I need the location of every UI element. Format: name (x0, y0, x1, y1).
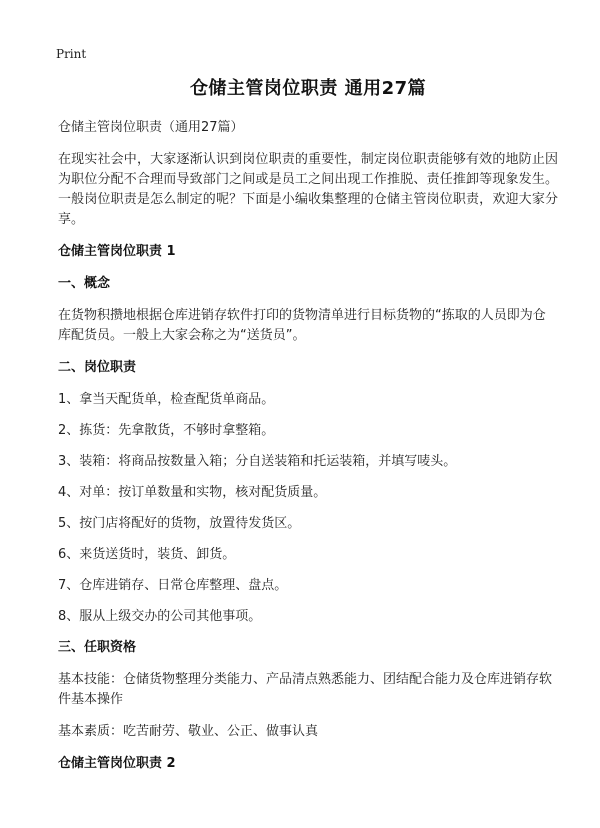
list-item: 1、拿当天配货单，检查配货单商品。 (58, 392, 275, 407)
list-item: 3、装箱：将商品按数量入箱；分自送装箱和托运装箱，并填写唛头。 (58, 454, 457, 469)
print-link[interactable]: Print (56, 47, 87, 61)
document-body (58, 76, 558, 786)
duties-list (58, 390, 558, 627)
intro-paragraph: 在现实社会中，大家逐渐认识到岗位职责的重要性，制定岗位职责能够有效的地防止因为职位分配不合理而导致部门之间或是员工之间出现工作推脱、责任推卸等现象发生。一般岗位职责是怎么制定的呢？下面是小编收集整理的仓储主管岗位职责，欢迎大家分享。 (58, 152, 558, 227)
qualifications-heading: 三、任职资格 (58, 640, 137, 655)
list-item: 2、拣货：先拿散货，不够时拿整箱。 (58, 423, 275, 438)
concept-paragraph: 在货物积攒地根据仓库进销存软件打印的货物清单进行目标货物的“拣取的人员即为仓库配货员。一般上大家会称之为“送货员”。 (58, 308, 546, 343)
qualities-paragraph: 基本素质：吃苦耐劳、敬业、公正、做事认真 (58, 724, 319, 739)
page-title: 仓储主管岗位职责 通用27篇 (189, 78, 427, 99)
document-subtitle: 仓储主管岗位职责（通用27篇） (58, 120, 244, 135)
duties-heading: 二、岗位职责 (58, 360, 137, 375)
list-item: 6、来货送货时，装货、卸货。 (58, 547, 236, 562)
list-item: 8、服从上级交办的公司其他事项。 (58, 609, 262, 624)
section-heading-1: 仓储主管岗位职责 1 (58, 244, 176, 259)
list-item: 4、对单：按订单数量和实物，核对配货质量。 (58, 485, 327, 500)
section-heading-2: 仓储主管岗位职责 2 (58, 756, 176, 771)
list-item: 5、按门店将配好的货物，放置待发货区。 (58, 516, 301, 531)
concept-heading: 一、概念 (58, 276, 111, 291)
list-item: 7、仓库进销存、日常仓库整理、盘点。 (58, 578, 288, 593)
skills-paragraph: 基本技能：仓储货物整理分类能力、产品清点熟悉能力、团结配合能力及仓库进销存软件基本操作 (58, 672, 553, 707)
